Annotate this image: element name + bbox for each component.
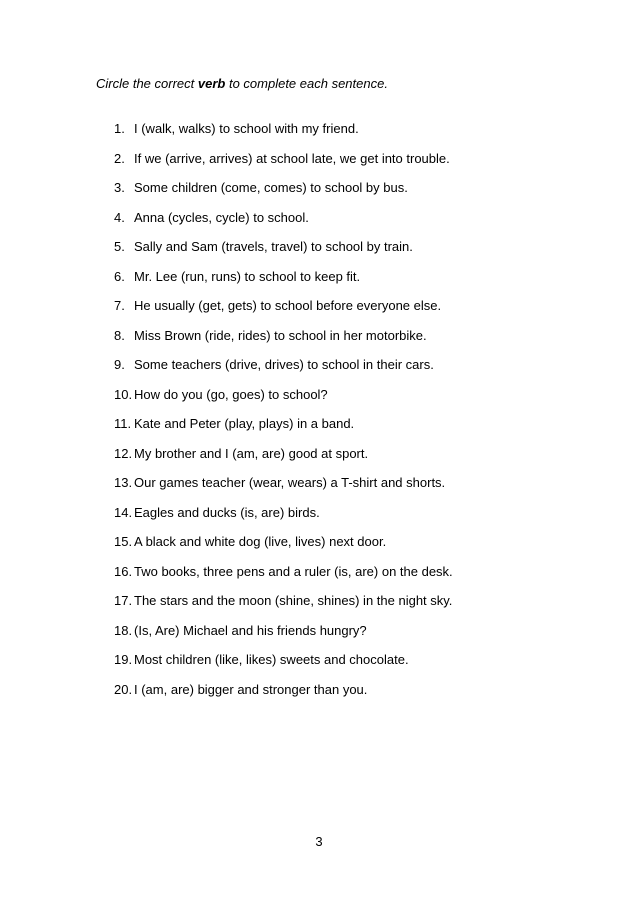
sentence-number: 12. <box>114 445 133 461</box>
sentence-item <box>114 475 453 505</box>
sentence-number: 14. <box>114 504 133 520</box>
page-number: 3 <box>315 834 323 849</box>
sentence-item <box>114 534 453 564</box>
sentence-number: 9. <box>114 357 125 372</box>
sentence-text: I (walk, walks) to school with my friend. <box>134 121 359 136</box>
sentence-item <box>114 505 453 535</box>
sentence-text: Two books, three pens and a ruler (is, are) on the desk. <box>134 563 453 579</box>
sentence-text: (Is, Are) Michael and his friends hungry? <box>134 622 367 638</box>
sentence-number: 2. <box>114 150 125 166</box>
sentence-text: Anna (cycles, cycle) to school. <box>134 209 309 225</box>
sentence-text: Our games teacher (wear, wears) a T-shirt and shorts. <box>134 475 446 490</box>
sentence-number: 20. <box>114 681 133 697</box>
sentence-item <box>114 446 453 476</box>
sentence-number: 5. <box>114 239 125 254</box>
instruction-emphasis: verb <box>197 76 226 91</box>
sentence-text: Some children (come, comes) to school by bus. <box>134 180 408 195</box>
instruction-after: to complete each sentence. <box>225 76 388 91</box>
sentence-text: Mr. Lee (run, runs) to school to keep fit. <box>134 268 361 284</box>
sentence-number: 16. <box>114 563 133 579</box>
sentence-number: 8. <box>114 327 125 343</box>
sentence-text: How do you (go, goes) to school? <box>134 386 328 402</box>
sentence-item <box>114 623 453 653</box>
sentence-item <box>114 269 453 299</box>
sentence-number: 13. <box>114 475 133 490</box>
sentence-text: Miss Brown (ride, rides) to school in her motorbike. <box>134 327 427 343</box>
sentence-number: 3. <box>114 180 125 195</box>
sentence-list <box>114 121 453 711</box>
sentence-item <box>114 357 453 387</box>
sentence-item <box>114 328 453 358</box>
sentence-text: Most children (like, likes) sweets and chocolate. <box>134 652 409 667</box>
sentence-number: 1. <box>114 121 125 136</box>
sentence-number: 6. <box>114 268 125 284</box>
sentence-item <box>114 416 453 446</box>
sentence-item <box>114 564 453 594</box>
sentence-number: 17. <box>114 593 133 608</box>
sentence-item <box>114 593 453 623</box>
instruction-text <box>96 76 388 92</box>
sentence-text: I (am, are) bigger and stronger than you. <box>134 681 368 697</box>
sentence-item <box>114 151 453 181</box>
sentence-item <box>114 387 453 417</box>
sentence-item <box>114 298 453 328</box>
sentence-text: The stars and the moon (shine, shines) in the night sky. <box>134 593 453 608</box>
sentence-number: 11. <box>114 416 132 431</box>
instruction-before: Circle the correct <box>96 76 198 91</box>
sentence-item <box>114 121 453 151</box>
sentence-text: Kate and Peter (play, plays) in a band. <box>134 416 355 431</box>
sentence-text: Sally and Sam (travels, travel) to school by train. <box>134 239 413 254</box>
sentence-number: 18. <box>114 622 133 638</box>
sentence-item <box>114 682 453 712</box>
sentence-text: He usually (get, gets) to school before everyone else. <box>134 298 442 313</box>
sentence-number: 15. <box>114 534 133 549</box>
sentence-text: If we (arrive, arrives) at school late, we get into trouble. <box>134 150 450 166</box>
sentence-text: Some teachers (drive, drives) to school in their cars. <box>134 357 434 372</box>
sentence-item <box>114 652 453 682</box>
sentence-item <box>114 239 453 269</box>
sentence-item <box>114 210 453 240</box>
sentence-text: A black and white dog (live, lives) next door. <box>134 534 387 549</box>
sentence-text: Eagles and ducks (is, are) birds. <box>134 504 320 520</box>
sentence-text: My brother and I (am, are) good at sport. <box>134 445 369 461</box>
sentence-number: 19. <box>114 652 133 667</box>
sentence-item <box>114 180 453 210</box>
sentence-number: 7. <box>114 298 125 313</box>
sentence-number: 4. <box>114 209 125 225</box>
sentence-number: 10. <box>114 386 133 402</box>
